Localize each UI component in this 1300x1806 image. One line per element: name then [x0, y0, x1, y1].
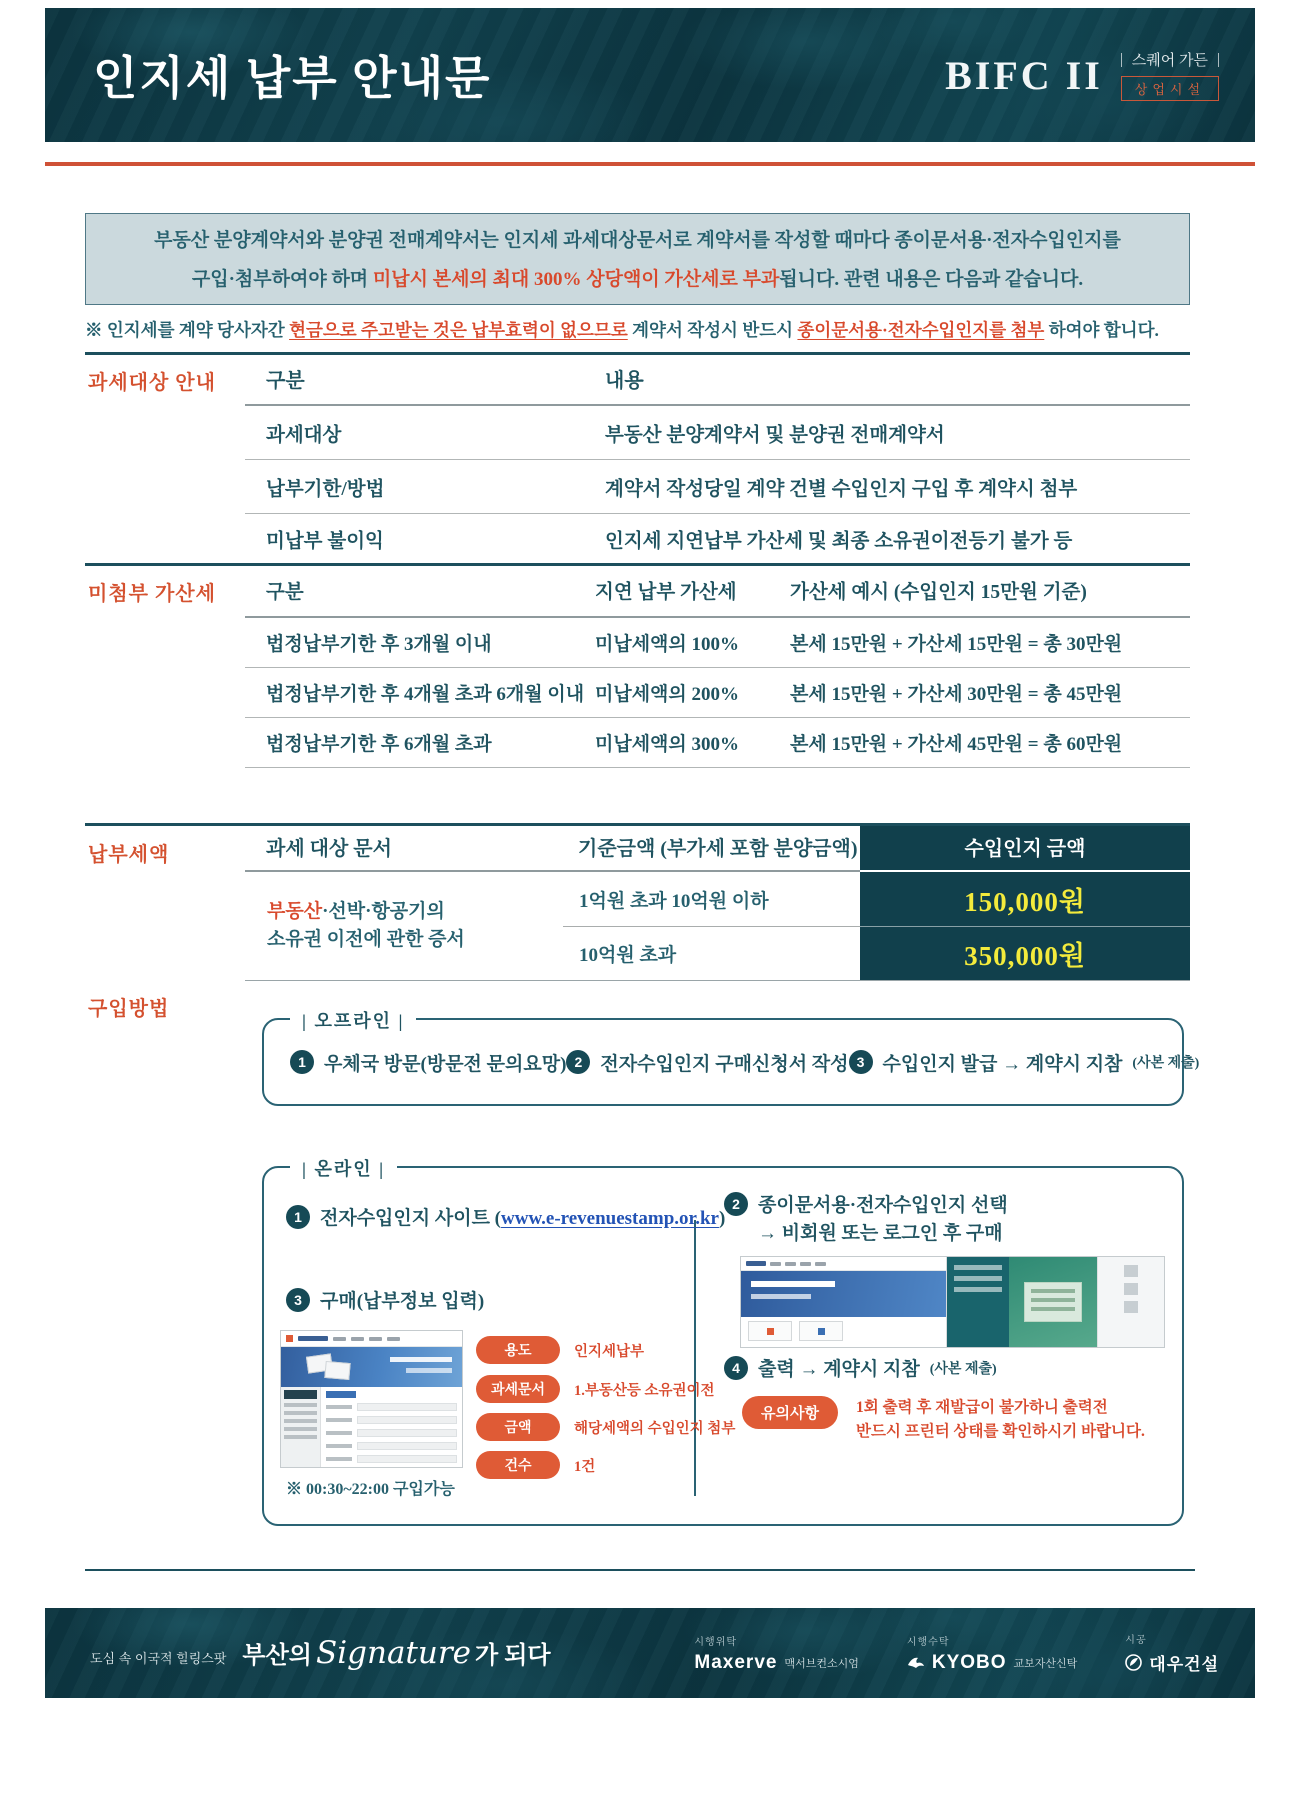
- table-row: [245, 514, 1190, 563]
- payment-field-count: [476, 1451, 595, 1479]
- brand-area: [945, 49, 1219, 101]
- bifc-logo: BIFC II: [945, 52, 1103, 98]
- stamp-image: [324, 1361, 350, 1380]
- step-text: 종이문서용·전자수입인지 선택 → 비회원 또는 로그인 후 구매: [758, 1195, 1008, 1244]
- intro-highlight: 미납시 본세의 최대 300% 상당액이 가산세로 부과: [372, 269, 780, 290]
- column-header: 지연 납부 가산세: [595, 581, 737, 603]
- partner-role: 시공: [1125, 1635, 1147, 1646]
- section4-label: 구입방법: [88, 998, 170, 1020]
- field-badge: 건수: [476, 1451, 560, 1479]
- step-number: 1: [286, 1205, 310, 1229]
- column-divider: [694, 1220, 696, 1496]
- row-value-cell: 인지세 지연납부 가산세 및 최종 소유권이전등기 불가 등: [605, 530, 1073, 552]
- screenshot-navbar: [281, 1331, 462, 1347]
- intro-line-2: 구입·첨부하여야 하며 미납시 본세의 최대 300% 상당액이 가산세로 부과됩니다. 관련 내용은 다음과 같습니다.: [191, 269, 1084, 290]
- step-number: 1: [290, 1050, 314, 1074]
- caution-text: 1회 출력 후 재발급이 불가하니 출력전 반드시 프린터 상태를 확인하시기 바랍니다.: [855, 1399, 1145, 1440]
- step-number: 2: [724, 1192, 748, 1216]
- purchase-site-screenshot: [280, 1330, 463, 1468]
- tax-amount-table-body: [245, 872, 1190, 980]
- revenue-stamp-site-link[interactable]: www.e-revenuestamp.or.kr: [501, 1208, 719, 1229]
- row-value-cell: 부동산 분양계약서 및 분양권 전매계약서: [605, 424, 945, 446]
- section3-label: 납부세액: [88, 844, 170, 866]
- partner-sub: 맥서브컨소시엄: [784, 1657, 859, 1670]
- divider-bar: [1121, 53, 1122, 67]
- table-bottom-rule: [245, 980, 1190, 981]
- note-highlight-1: 현금으로 주고받는 것은 납부효력이 없으므로: [289, 320, 628, 340]
- row-value-cell: 미납세액의 100%: [595, 634, 740, 655]
- brand-subtitle-top: [1121, 49, 1219, 70]
- caution-badge: 유의사항: [742, 1396, 838, 1429]
- step-number: 2: [566, 1050, 590, 1074]
- field-badge: 용도: [476, 1336, 560, 1364]
- section1-label: 과세대상 안내: [88, 372, 216, 394]
- row-label-cell: 법정납부기한 후 3개월 이내: [266, 634, 492, 655]
- offline-method-box: [262, 1011, 1200, 1106]
- accent-divider: [45, 162, 1255, 166]
- footer-band: [45, 1608, 1255, 1698]
- row-label-cell: 과세대상: [266, 424, 342, 446]
- row-label-cell: 납부기한/방법: [266, 478, 385, 500]
- signature-script: Signature: [315, 1635, 472, 1671]
- intro-note: ※ 인지세를 계약 당사자간 현금으로 주고받는 것은 납부효력이 없으므로 계약서 작성시 반드시 종이문서용·전자수입인지를 첨부 하여야 합니다.: [85, 320, 1159, 340]
- offline-step-3: [849, 1049, 1200, 1076]
- partner-logos: [694, 1631, 1219, 1675]
- intro-box: [85, 213, 1190, 305]
- screenshot-panel-icons: [1097, 1257, 1164, 1347]
- screenshot-banner: [281, 1347, 462, 1387]
- online-method-box: [262, 1159, 1184, 1526]
- table-header-row: [245, 352, 1190, 406]
- caution-area: [742, 1396, 1145, 1444]
- banner-text-bar: [390, 1357, 452, 1362]
- kyobo-logo: KYOBO: [931, 1651, 1007, 1673]
- partner-sub: 교보자산신탁: [1013, 1657, 1078, 1670]
- maxerve-logo: Maxerve: [694, 1651, 778, 1673]
- partner-daewoo: [1125, 1631, 1219, 1675]
- stamp-amount-value: 350,000원: [964, 940, 1086, 971]
- document-type-cell: 부동산·선박·항공기의 소유권 이전에 관한 증서: [267, 901, 465, 950]
- section2-label: 미첨부 가산세: [88, 583, 216, 605]
- field-value: 해당세액의 수입인지 첨부: [574, 1420, 736, 1437]
- step-number: 3: [849, 1050, 873, 1074]
- field-value: 인지세납부: [574, 1343, 645, 1360]
- row-divider: [860, 926, 1190, 927]
- purchase-hours-note: ※ 00:30~22:00 구입가능: [286, 1481, 455, 1498]
- note-highlight-2: 종이문서용·전자수입인지를 첨부: [797, 320, 1045, 340]
- daewoo-mark-icon: [1125, 1654, 1142, 1671]
- step-text: 출력 → 계약시 지참: [758, 1359, 920, 1380]
- column-header: 기준금액 (부가세 포함 분양금액): [578, 838, 858, 860]
- online-step-2: [724, 1192, 1008, 1248]
- row-example-cell: 본세 15만원 + 가산세 45만원 = 총 60만원: [790, 734, 1123, 755]
- row-example-cell: 본세 15만원 + 가산세 15만원 = 총 30만원: [790, 634, 1123, 655]
- table-header-row: [245, 823, 1190, 870]
- screenshot-cards: [741, 1317, 946, 1347]
- row-label-cell: 미납부 불이익: [266, 530, 384, 552]
- divider-bar: [1218, 53, 1219, 67]
- row-value-cell: 미납세액의 200%: [595, 684, 740, 705]
- online-box-title: | 온라인 |: [290, 1155, 397, 1181]
- daewoo-logo: 대우건설: [1149, 1655, 1219, 1674]
- step-text: 전자수입인지 사이트 (www.e-revenuestamp.or.kr): [320, 1208, 726, 1229]
- online-step-1: [286, 1203, 725, 1230]
- header-band: [45, 8, 1255, 142]
- row-value-cell: 계약서 작성당일 계약 건별 수입인지 구입 후 계약시 첨부: [605, 478, 1078, 500]
- screenshot-site-panel: [741, 1257, 947, 1347]
- offline-box-title: | 오프라인 |: [290, 1007, 416, 1033]
- step-text-small: (사본 제출): [1132, 1056, 1200, 1071]
- partner-role: 시행위탁: [694, 1636, 738, 1648]
- field-value: 1건: [574, 1458, 596, 1475]
- partner-maxerve: [694, 1633, 858, 1674]
- partner-role: 시행수탁: [906, 1636, 950, 1648]
- partner-kyobo: [907, 1633, 1077, 1674]
- section3-top-rule: [85, 823, 1190, 826]
- screenshot-panel-dark: [947, 1257, 1009, 1347]
- price-range-cell: 10억원 초과: [579, 944, 677, 966]
- screenshot-body: [281, 1387, 462, 1468]
- commercial-facility-badge: 상업시설: [1121, 76, 1219, 101]
- column-header: 가산세 예시 (수입인지 15만원 기준): [790, 581, 1087, 603]
- table-header-row: [245, 563, 1190, 618]
- column-header: 구분: [266, 369, 305, 392]
- column-header: 구분: [266, 581, 304, 603]
- row-example-cell: 본세 15만원 + 가산세 30만원 = 총 45만원: [790, 684, 1123, 705]
- login-site-screenshot: [740, 1256, 1165, 1348]
- offline-step-2: [566, 1049, 848, 1076]
- table-row: [245, 718, 1190, 768]
- step-text-small: (사본 제출): [929, 1361, 997, 1377]
- offline-step-1: [290, 1049, 566, 1076]
- field-value: 1.부동산등 소유권이전: [574, 1382, 715, 1399]
- price-range-cell: 1억원 초과 10억원 이하: [579, 890, 769, 912]
- column-header-amount: 수입인지 금액: [860, 823, 1190, 870]
- field-badge: 금액: [476, 1413, 560, 1441]
- step-text: 구매(납부정보 입력): [320, 1291, 485, 1312]
- table-row: [245, 460, 1190, 514]
- doc-highlight: 부동산: [267, 901, 323, 922]
- table-row: [245, 618, 1190, 668]
- screenshot-navbar: [741, 1257, 946, 1271]
- table-row: [245, 668, 1190, 718]
- step-number: 3: [286, 1288, 310, 1312]
- brand-subtitle-label: 스퀘어 가든: [1131, 53, 1208, 69]
- kyobo-bird-icon: [907, 1656, 925, 1669]
- page-title: 인지세 납부 안내문: [93, 53, 492, 104]
- stamp-card-image: [1024, 1282, 1082, 1322]
- screenshot-banner: [741, 1271, 946, 1317]
- payment-field-usage: [476, 1336, 644, 1364]
- footer-top-rule: [85, 1569, 1195, 1571]
- table-row: [245, 406, 1190, 460]
- payment-field-document: [476, 1375, 715, 1403]
- banner-text-bar: [406, 1368, 452, 1373]
- row-label-cell: 법정납부기한 후 6개월 초과: [266, 734, 492, 755]
- payment-field-amount: [476, 1413, 735, 1441]
- row-value-cell: 미납세액의 300%: [595, 734, 740, 755]
- online-step-4: [724, 1354, 997, 1381]
- screenshot-sidebar: [281, 1387, 321, 1468]
- step-text: 수입인지 발급 → 계약시 지참: [882, 1053, 1123, 1075]
- brand-tagline: [90, 1635, 551, 1671]
- intro-line-1: 부동산 분양계약서와 분양권 전매계약서는 인지세 과세대상문서로 계약서를 작성할 때마다 종이문서용·전자수입인지를: [154, 230, 1121, 251]
- screenshot-panel-green: [1009, 1257, 1097, 1347]
- row-label-cell: 법정납부기한 후 4개월 초과 6개월 이내: [266, 684, 585, 705]
- step-text: 전자수입인지 구매신청서 작성: [600, 1053, 849, 1075]
- tagline-small: 도심 속 이국적 힐링스팟: [90, 1651, 227, 1666]
- online-step-3: [286, 1286, 484, 1313]
- step-text: 우체국 방문(방문전 문의요망): [324, 1053, 567, 1075]
- column-header: 내용: [605, 369, 644, 392]
- tagline-main: 부산의 Signature 가 되다: [242, 1635, 551, 1671]
- column-header: 과세 대상 문서: [266, 838, 392, 860]
- field-badge: 과세문서: [476, 1375, 560, 1403]
- step-number: 4: [724, 1356, 748, 1380]
- stamp-amount-value: 150,000원: [964, 886, 1086, 917]
- screenshot-form: [321, 1387, 462, 1468]
- row-divider: [563, 926, 860, 927]
- brand-subtitle: [1121, 49, 1219, 101]
